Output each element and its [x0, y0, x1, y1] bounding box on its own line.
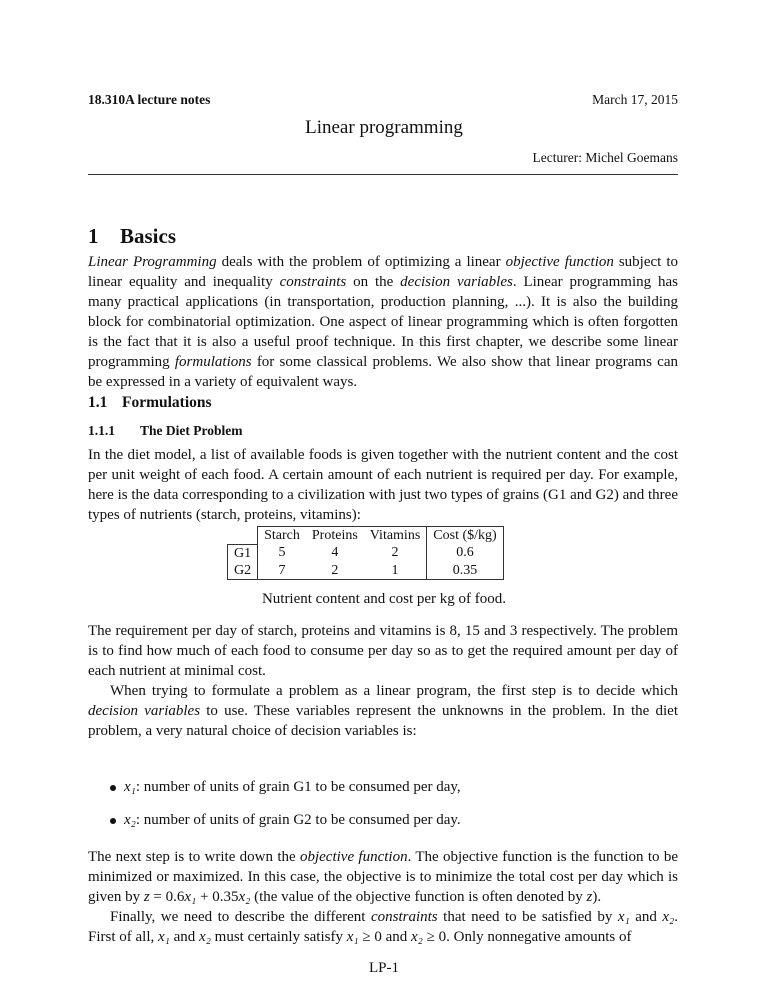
text-run: subject to linear equality and inequality: [88, 254, 678, 290]
emphasis-text: decision variables: [88, 703, 201, 719]
table-cell: G2: [228, 562, 258, 580]
math-symbol: x₂: [662, 909, 675, 925]
table-row: [228, 544, 504, 562]
table-caption: Nutrient content and cost per kg of food.: [261, 591, 507, 607]
text-run: and: [629, 909, 663, 925]
math-symbol: x₂: [199, 929, 211, 945]
table-cell: 2: [391, 545, 399, 561]
emphasis-text: objective function: [299, 849, 408, 865]
text-run: + 0.35: [196, 889, 239, 905]
subsection-number: 1.1: [88, 394, 108, 411]
subsection-title: Formulations: [122, 394, 212, 411]
date: March 17, 2015: [592, 92, 678, 107]
text-run: for some classical problems. We also show that linear programs can be expressed in a variety of equivalent ways.: [88, 354, 678, 390]
text-run: ).: [592, 889, 602, 905]
bullet-icon: [110, 818, 116, 824]
math-symbol: x₁: [158, 929, 170, 945]
table-cell: 7: [258, 562, 306, 580]
text-run: to use. These variables represent the unknowns in the problem. In the diet problem, a very natural choice of decision variables is:: [88, 703, 678, 739]
table-header-row: [228, 527, 504, 545]
emphasis-text: constraints: [370, 909, 438, 925]
text-run: . The objective function is the function to be minimized or maximized. In this case, the objective is to minimize the total cost per day which is given by: [88, 849, 678, 905]
table-header: [228, 527, 258, 545]
table-cell: 0.35: [427, 562, 503, 580]
objective-paragraph: [88, 847, 678, 907]
text-run: The requirement per day of starch, proteins and vitamins is 8, 15 and 3 respectively. The problem is to find how much of each food to consume per day so as to get the required amount per day of each nutrient at minimal cost.: [88, 623, 678, 679]
math-symbol: z: [143, 889, 150, 905]
header-divider: [88, 174, 678, 175]
text-run: : number of units of grain G1 to be consumed per day,: [135, 779, 461, 795]
subsection-heading: [88, 394, 212, 412]
course-label: 18.310A lecture notes: [88, 92, 211, 107]
text-run: deals with the problem of optimizing a linear: [216, 254, 506, 270]
lecturer: Lecturer: Michel Goemans: [532, 150, 678, 165]
table-header: Cost ($/kg): [427, 527, 503, 545]
math-symbol: x₂: [124, 812, 136, 828]
list-item: [110, 810, 461, 830]
text-run: that need to be satisfied by: [437, 909, 618, 925]
text-run: (the value of the objective function is often denoted by: [250, 889, 587, 905]
text-run: and: [169, 929, 200, 945]
constraints-paragraph: [88, 907, 678, 947]
bullet-icon: [110, 785, 116, 791]
math-symbol: x₁: [184, 889, 197, 905]
list-item: [110, 777, 461, 797]
text-run: . Linear programming has many practical applications (in transportation, production planning, ...). It is also the building block for combinatorial optimization. One aspect of linear programming which is often forgotten is the fact that it is also a useful proof technique. In this first chapter, we describe some linear programming: [88, 274, 678, 370]
decision-paragraph: [88, 681, 678, 741]
math-symbol: x₁: [617, 909, 630, 925]
emphasis-text: formulations: [174, 354, 252, 370]
text-run: on the: [346, 274, 401, 290]
table-cell: 5: [278, 545, 286, 561]
table-cell: 4: [331, 545, 339, 561]
math-symbol: x₁: [124, 779, 136, 795]
page-number: LP-1: [369, 960, 399, 976]
subsubsection-title: The Diet Problem: [140, 423, 243, 438]
emphasis-text: Linear Programming: [88, 254, 217, 270]
text-run: Finally, we need to describe the different: [110, 909, 371, 925]
math-symbol: z: [586, 889, 593, 905]
subsubsection-heading: [88, 423, 242, 439]
text-run: When trying to formulate a problem as a linear program, the first step is to decide which: [110, 683, 678, 699]
page-title: Linear programming: [305, 117, 463, 138]
section-heading: [88, 224, 176, 249]
table-header: Starch: [258, 527, 306, 545]
table-cell: 2: [306, 562, 364, 580]
nutrient-table: [227, 526, 504, 580]
table-row: [228, 562, 504, 580]
text-run: In the diet model, a list of available foods is given together with the nutrient content and the cost per unit weight of each food. A certain amount of each nutrient is required per day. For example, here is the data corresponding to a civilization with just two types of grains (G1 and G2) and three types of nutrients (starch, proteins, vitamins):: [88, 447, 678, 523]
requirement-paragraph: [88, 621, 678, 681]
list-item-text: [124, 779, 461, 795]
emphasis-text: objective function: [505, 254, 614, 270]
table-header: Vitamins: [364, 527, 427, 545]
section-title: Basics: [120, 224, 177, 248]
math-symbol: x₂: [238, 889, 251, 905]
text-run: ≥ 0. Only nonnegative amounts of: [422, 929, 632, 945]
text-run: = 0.6: [149, 889, 185, 905]
emphasis-text: constraints: [279, 274, 347, 290]
table-header: Proteins: [306, 527, 364, 545]
text-run: : number of units of grain G2 to be consumed per day.: [135, 812, 461, 828]
table-cell: G1: [228, 544, 258, 562]
subsubsection-number: 1.1.1: [88, 423, 115, 438]
math-symbol: x₁: [346, 929, 359, 945]
text-run: The next step is to write down the: [88, 849, 300, 865]
text-run: ≥ 0 and: [358, 929, 411, 945]
text-run: . First of all,: [88, 909, 678, 945]
list-item-text: [124, 812, 461, 828]
intro-paragraph: [88, 252, 678, 392]
text-run: must certainly satisfy: [210, 929, 347, 945]
diet-intro-paragraph: [88, 445, 678, 525]
table-cell: 1: [364, 562, 427, 580]
emphasis-text: decision variables: [400, 274, 513, 290]
section-number: 1: [88, 224, 99, 248]
math-symbol: x₂: [411, 929, 423, 945]
table-cell: 0.6: [427, 544, 503, 562]
